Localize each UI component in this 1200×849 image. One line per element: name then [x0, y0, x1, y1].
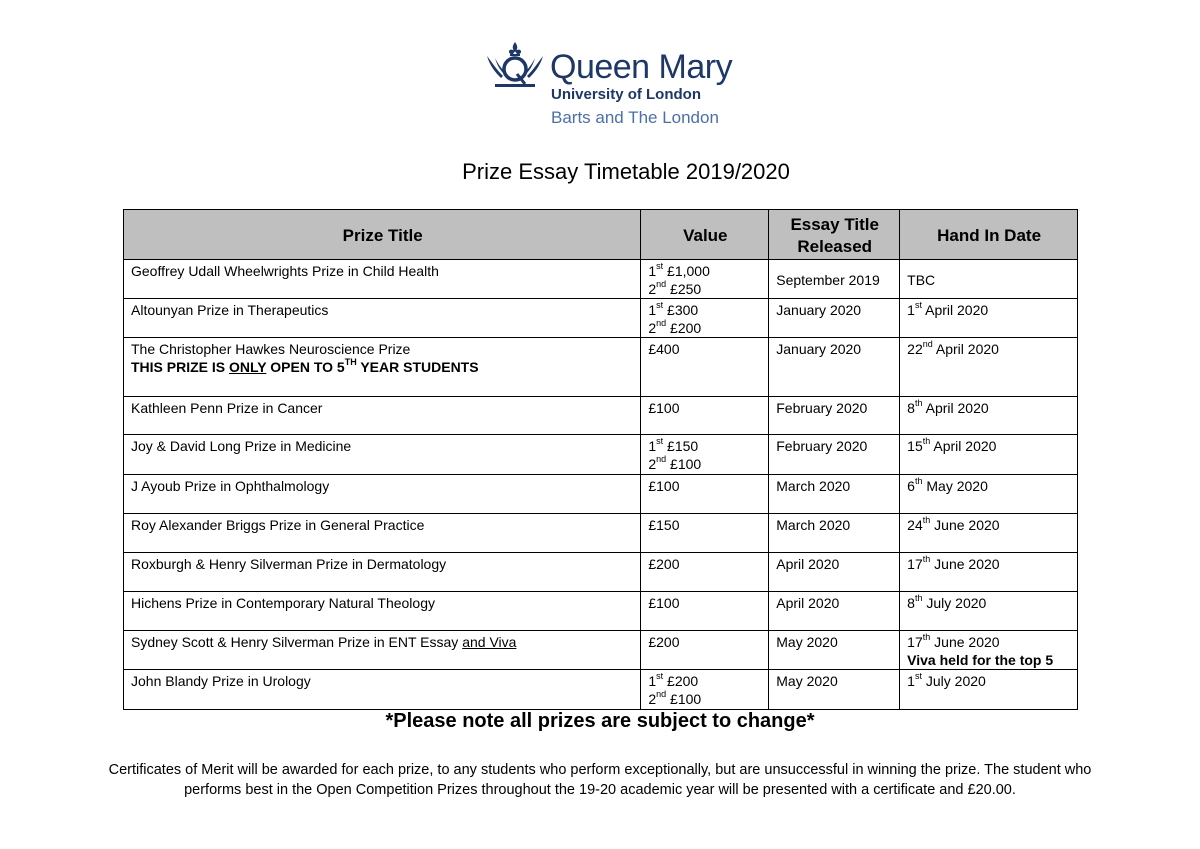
value-cell: £100 — [641, 592, 769, 631]
table-row — [124, 592, 1078, 631]
value-cell: 1st £300 2nd £200 — [641, 299, 769, 338]
table-header-row — [124, 210, 1078, 260]
released-cell: April 2020 — [769, 592, 900, 631]
hand-in-cell: 17th June 2020 Viva held for the top 5 — [900, 631, 1078, 670]
prize-title-cell: Roxburgh & Henry Silverman Prize in Dermatology — [124, 553, 641, 592]
hand-in-cell: 24th June 2020 — [900, 514, 1078, 553]
released-cell: March 2020 — [769, 514, 900, 553]
prize-timetable — [123, 209, 1078, 710]
table-row — [124, 553, 1078, 592]
hand-in-cell: 8th July 2020 — [900, 592, 1078, 631]
prize-title-cell: J Ayoub Prize in Ophthalmology — [124, 475, 641, 514]
hand-in-cell: 6th May 2020 — [900, 475, 1078, 514]
value-cell: £150 — [641, 514, 769, 553]
crown-crest-icon — [483, 40, 547, 92]
table-row — [124, 475, 1078, 514]
released-cell: April 2020 — [769, 553, 900, 592]
header-hand-in-date: Hand In Date — [900, 210, 1078, 260]
value-cell: £200 — [641, 631, 769, 670]
hand-in-cell: TBC — [900, 260, 1078, 299]
header-prize-title: Prize Title — [124, 210, 641, 260]
change-notice: *Please note all prizes are subject to change* — [385, 710, 815, 732]
table-row — [124, 338, 1078, 397]
header-value: Value — [641, 210, 769, 260]
table-row — [124, 260, 1078, 299]
value-cell: 1st £200 2nd £100 — [641, 670, 769, 710]
prize-title-cell: Roy Alexander Briggs Prize in General Practice — [124, 514, 641, 553]
released-cell: May 2020 — [769, 631, 900, 670]
prize-title-cell: Joy & David Long Prize in Medicine — [124, 435, 641, 475]
released-cell: May 2020 — [769, 670, 900, 710]
prize-title-cell: Altounyan Prize in Therapeutics — [124, 299, 641, 338]
hand-in-cell: 22nd April 2020 — [900, 338, 1078, 397]
released-cell: January 2020 — [769, 299, 900, 338]
table-row — [124, 631, 1078, 670]
table-row — [124, 397, 1078, 435]
released-cell: September 2019 — [769, 260, 900, 299]
prize-title-cell: Hichens Prize in Contemporary Natural Theology — [124, 592, 641, 631]
released-cell: February 2020 — [769, 435, 900, 475]
hand-in-cell: 8th April 2020 — [900, 397, 1078, 435]
eligibility-note: THIS PRIZE IS ONLY OPEN TO 5TH YEAR STUDENTS — [131, 357, 479, 375]
hand-in-cell: 1st July 2020 — [900, 670, 1078, 710]
prize-title-cell: Sydney Scott & Henry Silverman Prize in ENT Essay and Viva — [124, 631, 641, 670]
prize-title-cell: Geoffrey Udall Wheelwrights Prize in Child Health — [124, 260, 641, 299]
hand-in-cell: 1st April 2020 — [900, 299, 1078, 338]
value-cell: £400 — [641, 338, 769, 397]
footer-text: Certificates of Merit will be awarded for each prize, to any students who perform exceptionally, but are unsuccessful in winning the prize. The student who performs best in the Open Competition Prizes throughout the 19-20 academic year will be presented with a certificate and £20.00. — [108, 762, 1092, 798]
page-title: Prize Essay Timetable 2019/2020 — [462, 159, 790, 184]
logo-name: Queen Mary — [550, 48, 733, 86]
logo-school: Barts and The London — [551, 108, 719, 127]
value-cell: £100 — [641, 397, 769, 435]
value-cell: £100 — [641, 475, 769, 514]
header-essay-title-released: Essay Title Released — [769, 210, 900, 260]
table-row — [124, 670, 1078, 710]
viva-note: Viva held for the top 5 — [907, 652, 1054, 668]
table-row — [124, 299, 1078, 338]
prize-title-cell: Kathleen Penn Prize in Cancer — [124, 397, 641, 435]
released-cell: February 2020 — [769, 397, 900, 435]
value-cell: £200 — [641, 553, 769, 592]
logo-university: University of London — [551, 86, 701, 103]
value-cell: 1st £150 2nd £100 — [641, 435, 769, 475]
released-cell: March 2020 — [769, 475, 900, 514]
table-row — [124, 435, 1078, 475]
prize-title-cell: The Christopher Hawkes Neuroscience Prize THIS PRIZE IS ONLY OPEN TO 5TH YEAR STUDENTS — [124, 338, 641, 397]
value-cell: 1st £1,000 2nd £250 — [641, 260, 769, 299]
queen-mary-logo — [480, 40, 740, 130]
prize-title-cell: John Blandy Prize in Urology — [124, 670, 641, 710]
released-cell: January 2020 — [769, 338, 900, 397]
table-row — [124, 514, 1078, 553]
hand-in-cell: 17th June 2020 — [900, 553, 1078, 592]
hand-in-cell: 15th April 2020 — [900, 435, 1078, 475]
